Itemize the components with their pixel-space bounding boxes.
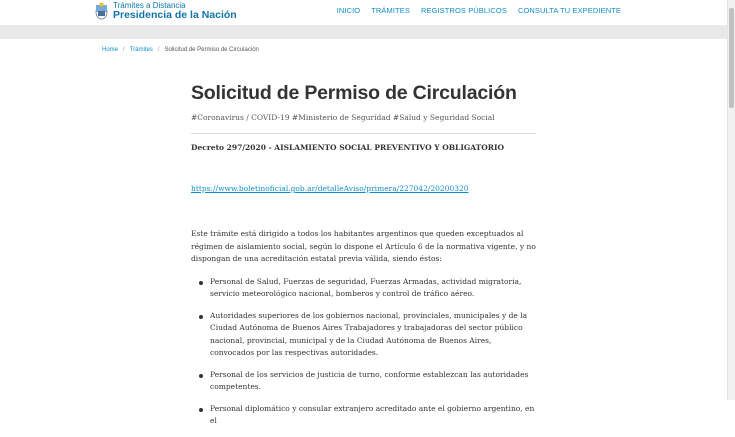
list-item (191, 276, 536, 301)
header-band (0, 25, 728, 39)
title-divider (191, 133, 536, 134)
main-content (191, 80, 536, 437)
logo-subtitle: Trámites a Distancia (113, 0, 186, 10)
nav-registros-publicos[interactable]: REGISTROS PÚBLICOS (420, 6, 507, 15)
site-header (0, 0, 728, 25)
bullet-icon (199, 374, 203, 378)
list-item-text: Personal de Salud, Fuerzas de seguridad, Fuerzas Armadas, actividad migratoria, servicio meteorológico nacional, bomberos y control de tráfico aéreo. (210, 276, 522, 298)
bullet-icon (199, 315, 203, 319)
breadcrumb (102, 47, 259, 53)
page-scrollbar[interactable] (727, 0, 735, 400)
logo-title: Presidencia de la Nación (113, 8, 237, 21)
decree-link[interactable]: https://www.boletinoficial.gob.ar/detalleAviso/primera/227042/20200320 (191, 184, 469, 193)
breadcrumb-separator: / (123, 47, 125, 53)
list-item-text: Personal de los servicios de justicia de turno, conforme establezcan las autoridades competentes. (210, 369, 529, 391)
list-item (191, 403, 536, 428)
nav-inicio[interactable]: INICIO (336, 6, 361, 15)
national-emblem-icon (95, 2, 108, 20)
scrollbar-thumb[interactable] (729, 8, 734, 108)
breadcrumb-tramites[interactable]: Trámites (129, 47, 153, 53)
bullet-icon (199, 281, 203, 285)
list-item (191, 369, 536, 394)
exemption-list (191, 276, 536, 428)
nav-tramites[interactable]: TRÁMITES (371, 6, 410, 15)
site-logo[interactable] (95, 0, 237, 22)
list-item-text: Autoridades superiores de los gobiernos nacional, provinciales, municipales y de la Ciudad Autónoma de Buenos Aires Trabajadores y trabajadoras del sector público nacional, provincial, municipal y de la Ciudad Autónoma de Buenos Aires, convocados por las respectivas autoridades. (210, 310, 528, 357)
main-nav (337, 6, 621, 15)
nav-consulta-expediente[interactable]: CONSULTA TU EXPEDIENTE (517, 6, 621, 15)
decree-heading: Decreto 297/2020 - AISLAMIENTO SOCIAL PREVENTIVO Y OBLIGATORIO (191, 143, 505, 152)
page-title: Solicitud de Permiso de Circulación (191, 82, 517, 104)
page-tags: #Coronavirus / COVID-19 #Ministerio de Seguridad #Salud y Seguridad Social (191, 113, 495, 122)
list-item (191, 310, 536, 360)
breadcrumb-separator: / (157, 47, 160, 53)
breadcrumb-current: Solicitud de Permiso de Circulación (164, 47, 259, 53)
intro-paragraph: Este trámite está dirigido a todos los habitantes argentinos que queden exceptuados al régimen de aislamiento social, según lo dispone el Artículo 6 de la normativa vigente, y no dispongan de una acreditación estatal previa válida, siendo éstos: (191, 229, 536, 263)
bullet-icon (199, 408, 203, 412)
breadcrumb-home[interactable]: Home (102, 47, 119, 53)
list-item-text: Personal diplomático y consular extranjero acreditado ante el gobierno argentino, en el (210, 403, 535, 425)
